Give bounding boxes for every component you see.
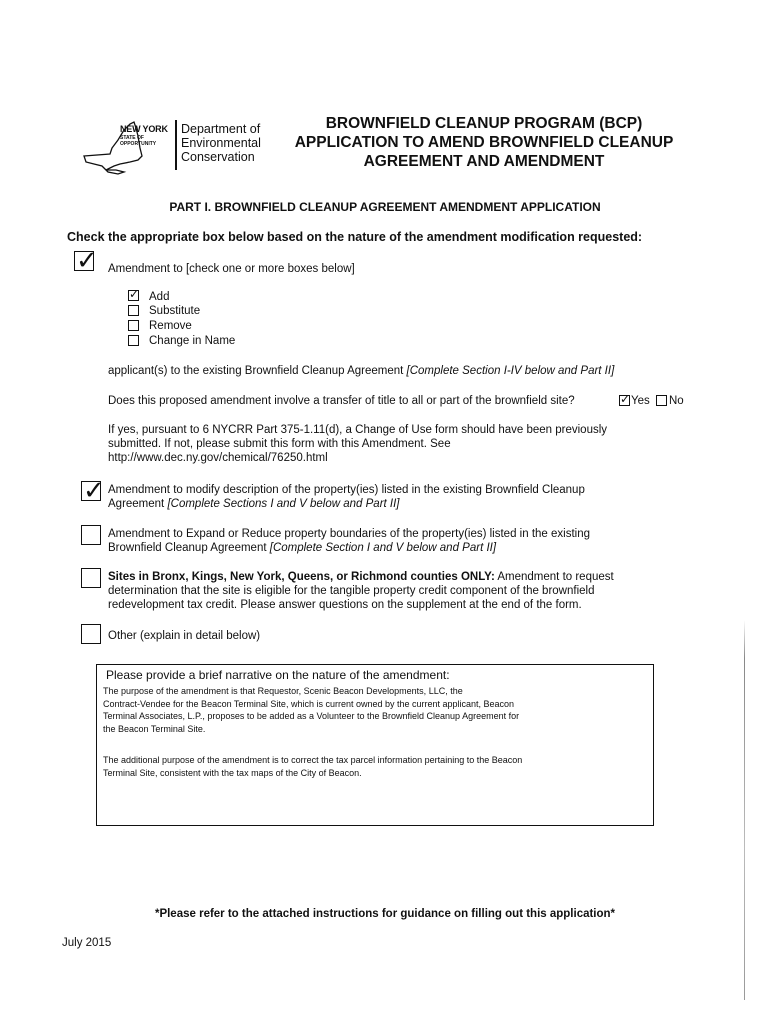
scan-edge-line <box>744 620 745 1000</box>
logo-tagline <box>120 135 156 147</box>
no-checkbox[interactable] <box>656 395 667 406</box>
narrative-p1-line3: Terminal Associates, L.P., proposes to be added as a Volunteer to the Brownfield Cleanup Agreement for <box>103 711 520 721</box>
tax-credit-label <box>108 570 614 612</box>
modify-description-line2-plain: Agreement <box>108 498 168 510</box>
tax-credit-line2: determination that the site is eligible for the tangible property credit component of the brownfield <box>108 585 595 597</box>
part-heading: PART I. BROWNFIELD CLEANUP AGREEMENT AMENDMENT APPLICATION <box>169 200 601 214</box>
dec-logo <box>80 118 280 176</box>
remove-label: Remove <box>149 320 192 332</box>
expand-reduce-line1: Amendment to Expand or Reduce property boundaries of the property(ies) listed in the existing <box>108 528 590 540</box>
expand-reduce-label <box>108 527 590 555</box>
narrative-p1-line4: the Beacon Terminal Site. <box>103 723 206 734</box>
instruction-text: Check the appropriate box below based on the nature of the amendment modification requested: <box>67 230 643 244</box>
tax-credit-line3: redevelopment tax credit. Please answer questions on the supplement at the end of the form. <box>108 599 582 611</box>
expand-reduce-line2-plain: Brownfield Cleanup Agreement <box>108 542 270 554</box>
title-line2: APPLICATION TO AMEND BROWNFIELD CLEANUP <box>294 134 674 151</box>
yes-checkbox[interactable] <box>619 395 630 406</box>
applicant-text-instruction: [Complete Section I-IV below and Part II] <box>406 365 615 377</box>
modify-description-line2 <box>108 497 585 511</box>
applicant-text-plain: applicant(s) to the existing Brownfield Cleanup Agreement <box>108 365 407 377</box>
logo-department-name <box>181 122 261 164</box>
add-checkbox[interactable] <box>128 290 139 301</box>
tax-credit-counties: Sites in Bronx, Kings, New York, Queens, or Richmond counties ONLY: <box>108 571 495 583</box>
ifyes-line2: submitted. If not, please submit this form with this Amendment. See <box>108 438 451 450</box>
logo-dept-line1: Department of <box>181 122 261 136</box>
ifyes-line1: If yes, pursuant to 6 NYCRR Part 375-1.11(d), a Change of Use form should have been previously <box>108 424 608 436</box>
change-of-use-link[interactable]: http://www.dec.ny.gov/chemical/76250.html <box>108 452 328 464</box>
remove-checkbox[interactable] <box>128 320 139 331</box>
modify-description-checkbox[interactable] <box>81 481 101 501</box>
expand-reduce-line2 <box>108 541 590 555</box>
substitute-checkbox[interactable] <box>128 305 139 316</box>
applicant-text <box>108 364 614 378</box>
narrative-p1-line2: Contract-Vendee for the Beacon Terminal Site, which is current owned by the current applicant, Beacon <box>103 698 515 709</box>
narrative-paragraph-1 <box>103 685 643 735</box>
logo-state-name: NEW YORK <box>120 124 168 134</box>
modify-description-line1: Amendment to modify description of the property(ies) listed in the existing Brownfield Cleanup <box>108 484 585 496</box>
title-line1: BROWNFIELD CLEANUP PROGRAM (BCP) <box>325 115 643 132</box>
logo-dept-line2: Environmental <box>181 136 261 150</box>
logo-tagline-line2: OPPORTUNITY <box>120 141 157 147</box>
modify-description-instruction: [Complete Sections I and V below and Part II] <box>167 498 400 510</box>
expand-reduce-checkbox[interactable] <box>81 525 101 545</box>
narrative-p2-line2: Terminal Site, consistent with the tax maps of the City of Beacon. <box>103 767 362 778</box>
amendment-to-checkbox[interactable] <box>74 251 94 271</box>
narrative-p2-line1: The additional purpose of the amendment is to correct the tax parcel information pertaining to the Beacon <box>103 755 523 765</box>
substitute-label: Substitute <box>149 305 201 317</box>
no-label: No <box>669 395 684 407</box>
tax-credit-line1-rest: Amendment to request <box>494 571 614 583</box>
narrative-paragraph-2 <box>103 754 643 779</box>
narrative-textarea[interactable] <box>96 664 654 826</box>
logo-divider <box>175 120 177 170</box>
tax-credit-checkbox[interactable] <box>81 568 101 588</box>
title-line3: AGREEMENT AND AMENDMENT <box>363 153 605 170</box>
change-in-name-checkbox[interactable] <box>128 335 139 346</box>
other-checkbox[interactable] <box>81 624 101 644</box>
logo-dept-line3: Conservation <box>181 150 255 164</box>
expand-reduce-instruction: [Complete Section I and V below and Part II] <box>269 542 497 554</box>
amendment-to-label: Amendment to [check one or more boxes below] <box>108 263 355 275</box>
other-label: Other (explain in detail below) <box>108 630 261 642</box>
footer-instructions-note: *Please refer to the attached instructions for guidance on filling out this application* <box>154 908 616 920</box>
transfer-question: Does this proposed amendment involve a transfer of title to all or part of the brownfield site? <box>108 395 575 407</box>
ifyes-note <box>108 423 607 465</box>
tax-credit-line1 <box>108 570 614 584</box>
form-date: July 2015 <box>62 937 112 949</box>
modify-description-label <box>108 483 585 511</box>
change-in-name-label: Change in Name <box>149 335 236 347</box>
document-title <box>280 114 688 171</box>
narrative-p1-line1: The purpose of the amendment is that Requestor, Scenic Beacon Developments, LLC, the <box>103 686 463 696</box>
yes-label: Yes <box>631 395 650 407</box>
narrative-heading: Please provide a brief narrative on the nature of the amendment: <box>106 668 450 682</box>
add-label: Add <box>149 291 170 303</box>
logo-tagline-line1: STATE OF <box>120 135 144 141</box>
